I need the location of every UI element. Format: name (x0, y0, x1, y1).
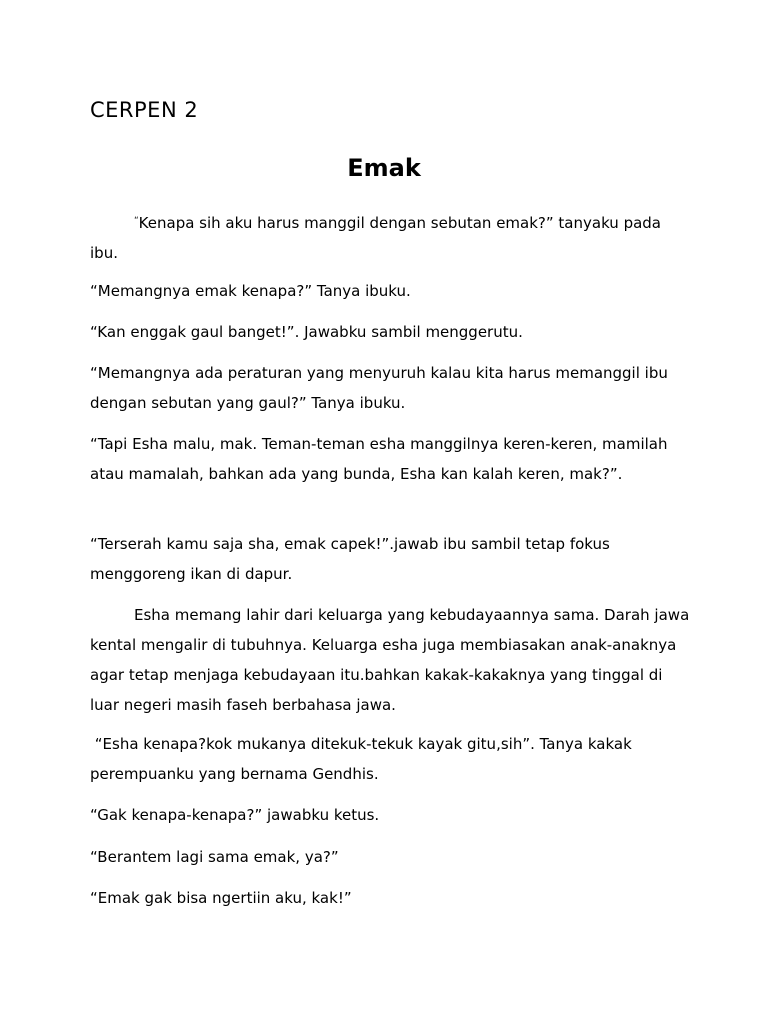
paragraph-1-text: Kenapa sih aku harus manggil dengan sebutan emak?” tanyaku pada ibu. (90, 214, 661, 262)
story-title: Emak (347, 154, 421, 182)
paragraph-6: “Terserah kamu saja sha, emak capek!”.jawab ibu sambil tetap fokus menggoreng ikan di dapur. (90, 535, 610, 583)
paragraph-10: “Berantem lagi sama emak, ya?” (90, 848, 339, 866)
paragraph-3: “Kan enggak gaul banget!”. Jawabku sambil menggerutu. (90, 323, 523, 341)
story-label: CERPEN 2 (90, 98, 199, 122)
paragraph-11: “Emak gak bisa ngertiin aku, kak!” (90, 889, 352, 907)
paragraph-7: Esha memang lahir dari keluarga yang kebudayaannya sama. Darah jawa kental mengalir di tubuhnya. Keluarga esha juga membiasakan anak-anaknya agar tetap menjaga kebudayaan itu.bahkan kakak-kakaknya yang tinggal di luar negeri masih faseh berbahasa jawa. (90, 606, 690, 714)
paragraph-9: “Gak kenapa-kenapa?” jawabku ketus. (90, 806, 380, 824)
paragraph-1 (90, 206, 690, 268)
paragraph-2: “Memangnya emak kenapa?” Tanya ibuku. (90, 282, 411, 300)
opening-quote: “ (134, 216, 139, 226)
paragraph-8: “Esha kenapa?kok mukanya ditekuk-tekuk kayak gitu,sih”. Tanya kakak perempuanku yang bernama Gendhis. (90, 735, 637, 783)
paragraph-4: “Memangnya ada peraturan yang menyuruh kalau kita harus memanggil ibu dengan sebutan yang gaul?” Tanya ibuku. (90, 364, 668, 412)
paragraph-5: “Tapi Esha malu, mak. Teman-teman esha manggilnya keren-keren, mamilah atau mamalah, bahkan ada yang bunda, Esha kan kalah keren, mak?”. (90, 435, 668, 483)
